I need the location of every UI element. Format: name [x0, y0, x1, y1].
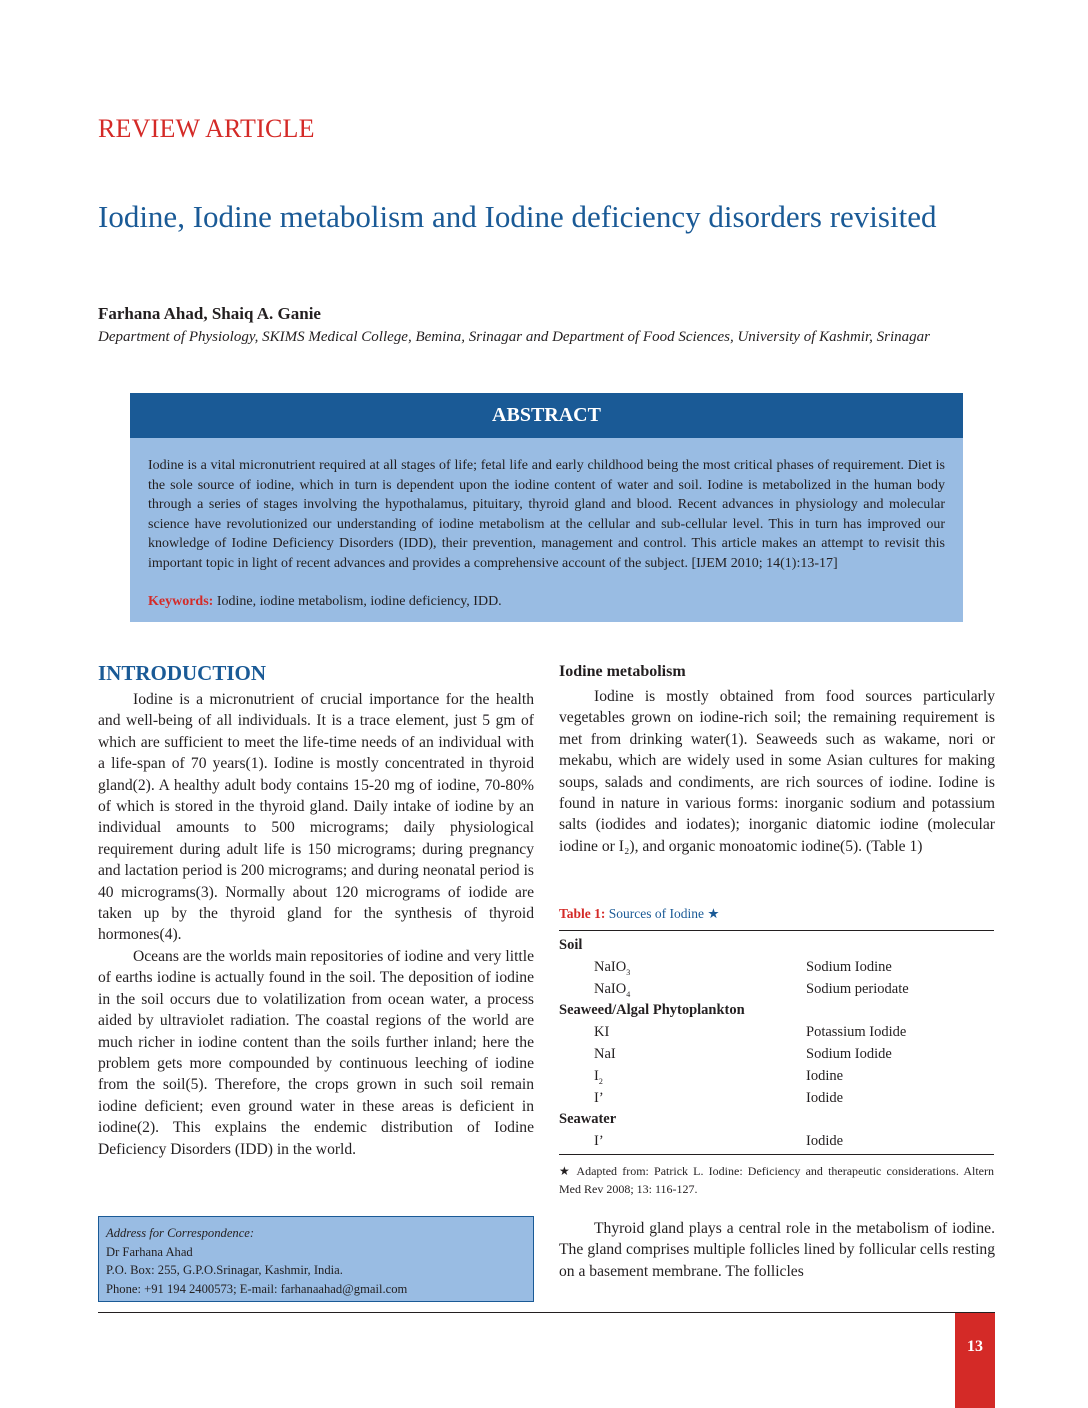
table-cell-name: Iodide	[806, 1089, 844, 1106]
table-bottom-rule	[559, 1154, 994, 1155]
formula-subscript: 4	[626, 989, 631, 999]
formula-text: I	[594, 1067, 599, 1084]
formula-text: NaIO	[594, 980, 627, 997]
authors: Farhana Ahad, Shaiq A. Ganie	[98, 304, 321, 323]
table-row	[559, 1044, 994, 1066]
table-row	[559, 957, 994, 979]
correspondence-address: P.O. Box: 255, G.P.O.Srinagar, Kashmir, India.	[106, 1263, 343, 1277]
table-caption-label: Table 1:	[559, 906, 606, 921]
table-cell-formula	[594, 1044, 616, 1066]
iodine-paragraph-2: Thyroid gland plays a central role in the metabolism of iodine. The gland comprises multiple follicles lined by follicular cells resting on a basement membrane. The follicles	[559, 1220, 995, 1280]
formula-text: NaIO	[594, 958, 627, 975]
table-cell-name: Sodium Iodine	[806, 958, 892, 975]
table-footnote: ★ Adapted from: Patrick L. Iodine: Deficiency and therapeutic considerations. Altern Med Rev 2008; 13: 116-127.	[559, 1164, 994, 1196]
keywords	[148, 594, 945, 610]
table-row	[559, 1022, 994, 1044]
iodine-metabolism-body	[559, 686, 995, 857]
formula-text: I’	[594, 1133, 604, 1150]
table-cell-name: Sodium periodate	[806, 980, 909, 997]
table-caption-text: Sources of Iodine ★	[605, 906, 720, 921]
page-number: 13	[967, 1338, 983, 1355]
table-caption	[559, 906, 719, 922]
formula-subscript: 3	[626, 967, 631, 977]
abstract-text: Iodine is a vital micronutrient required at all stages of life; fetal life and early childhood being the most critical phases of requirement. Diet is the sole source of iodine, which in turn is dependent upon the iodine content of water and soil. Iodine is metabolized in the human body through a series of stages involving the hypothalamus, pituitary, thyroid gland and blood. Recent advances in physiology and molecular science have revolutionized our understanding of iodine metabolism at the cellular and sub-cellular level. This in turn has improved our knowledge of Iodine Deficiency Disorders (IDD), their prevention, management and control. This article makes an attempt to revisit this important topic in light of recent advances and provides a comprehensive account of the subject. [IJEM 2010; 14(1):13-17]	[148, 458, 945, 571]
table-cell-name: Potassium Iodide	[806, 1024, 907, 1041]
correspondence-text	[106, 1224, 526, 1298]
correspondence-contact: Phone: +91 194 2400573; E-mail: farhanaahad@gmail.com	[106, 1281, 408, 1296]
table-cell-name: Iodide	[806, 1133, 844, 1150]
introduction-body	[98, 689, 534, 1160]
introduction-heading: INTRODUCTION	[98, 661, 267, 685]
keywords-label: Keywords:	[148, 594, 214, 609]
formula-text: I’	[594, 1089, 604, 1106]
table-group-heading: Soil	[559, 937, 583, 953]
correspondence-name: Dr Farhana Ahad	[106, 1244, 193, 1259]
table-group-heading: Seaweed/Algal Phytoplankton	[559, 1002, 745, 1019]
table-row	[559, 1066, 994, 1088]
formula-text: KI	[594, 1024, 610, 1041]
formula-text: NaI	[594, 1045, 616, 1062]
table-group-heading: Seawater	[559, 1111, 617, 1128]
table-cell-formula	[594, 1131, 604, 1153]
footer-rule	[98, 1312, 995, 1313]
formula-subscript: 2	[598, 1076, 603, 1086]
intro-paragraph-2: Oceans are the worlds main repositories of iodine and very little of earths iodine is actually found in the soil. The deposition of iodine in the soil occurs due to volatilization from ocean water, a process aided by ultraviolet radiation. The coastal regions of the world are much richer in iodine content than the soils further inland; here the problem gets more compounded by continuous leeching of iodine from the soil(5). Therefore, the crops grown in such soil remain iodine deficient; even ground water in these areas is deficient in iodine(2). This explains the endemic distribution of Iodine Deficiency Disorders (IDD) in the world.	[98, 947, 534, 1158]
sources-table	[559, 935, 994, 1153]
table-cell-name: Iodine	[806, 1067, 844, 1084]
affiliation: Department of Physiology, SKIMS Medical College, Bemina, Srinagar and Department of Food Sciences, University of Kashmir, Srinagar	[98, 329, 930, 345]
iodine-metabolism-heading: Iodine metabolism	[559, 663, 686, 680]
table-top-rule	[559, 930, 994, 931]
article-title: Iodine, Iodine metabolism and Iodine deficiency disorders revisited	[98, 199, 937, 234]
table-row	[559, 1088, 994, 1110]
abstract-heading: ABSTRACT	[130, 393, 963, 438]
table-cell-formula	[594, 1088, 604, 1110]
table-cell-formula	[594, 1022, 609, 1044]
page-number-tab	[955, 1313, 995, 1408]
thyroid-body	[559, 1218, 995, 1282]
keywords-list: Iodine, iodine metabolism, iodine deficiency, IDD.	[213, 594, 502, 609]
intro-paragraph-1: Iodine is a micronutrient of crucial importance for the health and well-being of all individuals. It is a trace element, just 5 gm of which are sufficient to meet the life-time needs of an individual with a life-span of 70 years(1). Iodine is mostly concentrated in thyroid gland(2). A healthy adult body contains 15-20 mg of iodine, 70-80% of which is stored in the thyroid gland. Daily intake of iodine by an individual amounts to 500 micrograms; daily physiological requirement during adult life is 150 micrograms; during pregnancy and lactation period is 200 micrograms; and during neonatal period is 40 micrograms(3). Normally about 120 micrograms of iodide are taken up by the thyroid gland for the synthesis of thyroid hormones(4).	[98, 691, 534, 944]
iodine-paragraph-1: Iodine is mostly obtained from food sources particularly vegetables grown on iodine-rich soil; the remaining requirement is met from drinking water(1). Seaweeds such as wakame, nori or mekabu, which are widely used in some Asian cultures for making soups, salads and condiments, are rich sources of iodine. Iodine is found in nature in various forms: inorganic sodium and potassium salts (iodides and iodates); inorganic diatomic iodine (molecular iodine or I₂), and organic monoatomic iodine(5). (Table 1)	[559, 688, 995, 855]
table-cell-name: Sodium Iodide	[806, 1045, 892, 1062]
section-label: REVIEW ARTICLE	[98, 114, 315, 143]
correspondence-label: Address for Correspondence:	[106, 1226, 255, 1240]
table-row	[559, 1131, 994, 1153]
table-row	[559, 979, 994, 1001]
